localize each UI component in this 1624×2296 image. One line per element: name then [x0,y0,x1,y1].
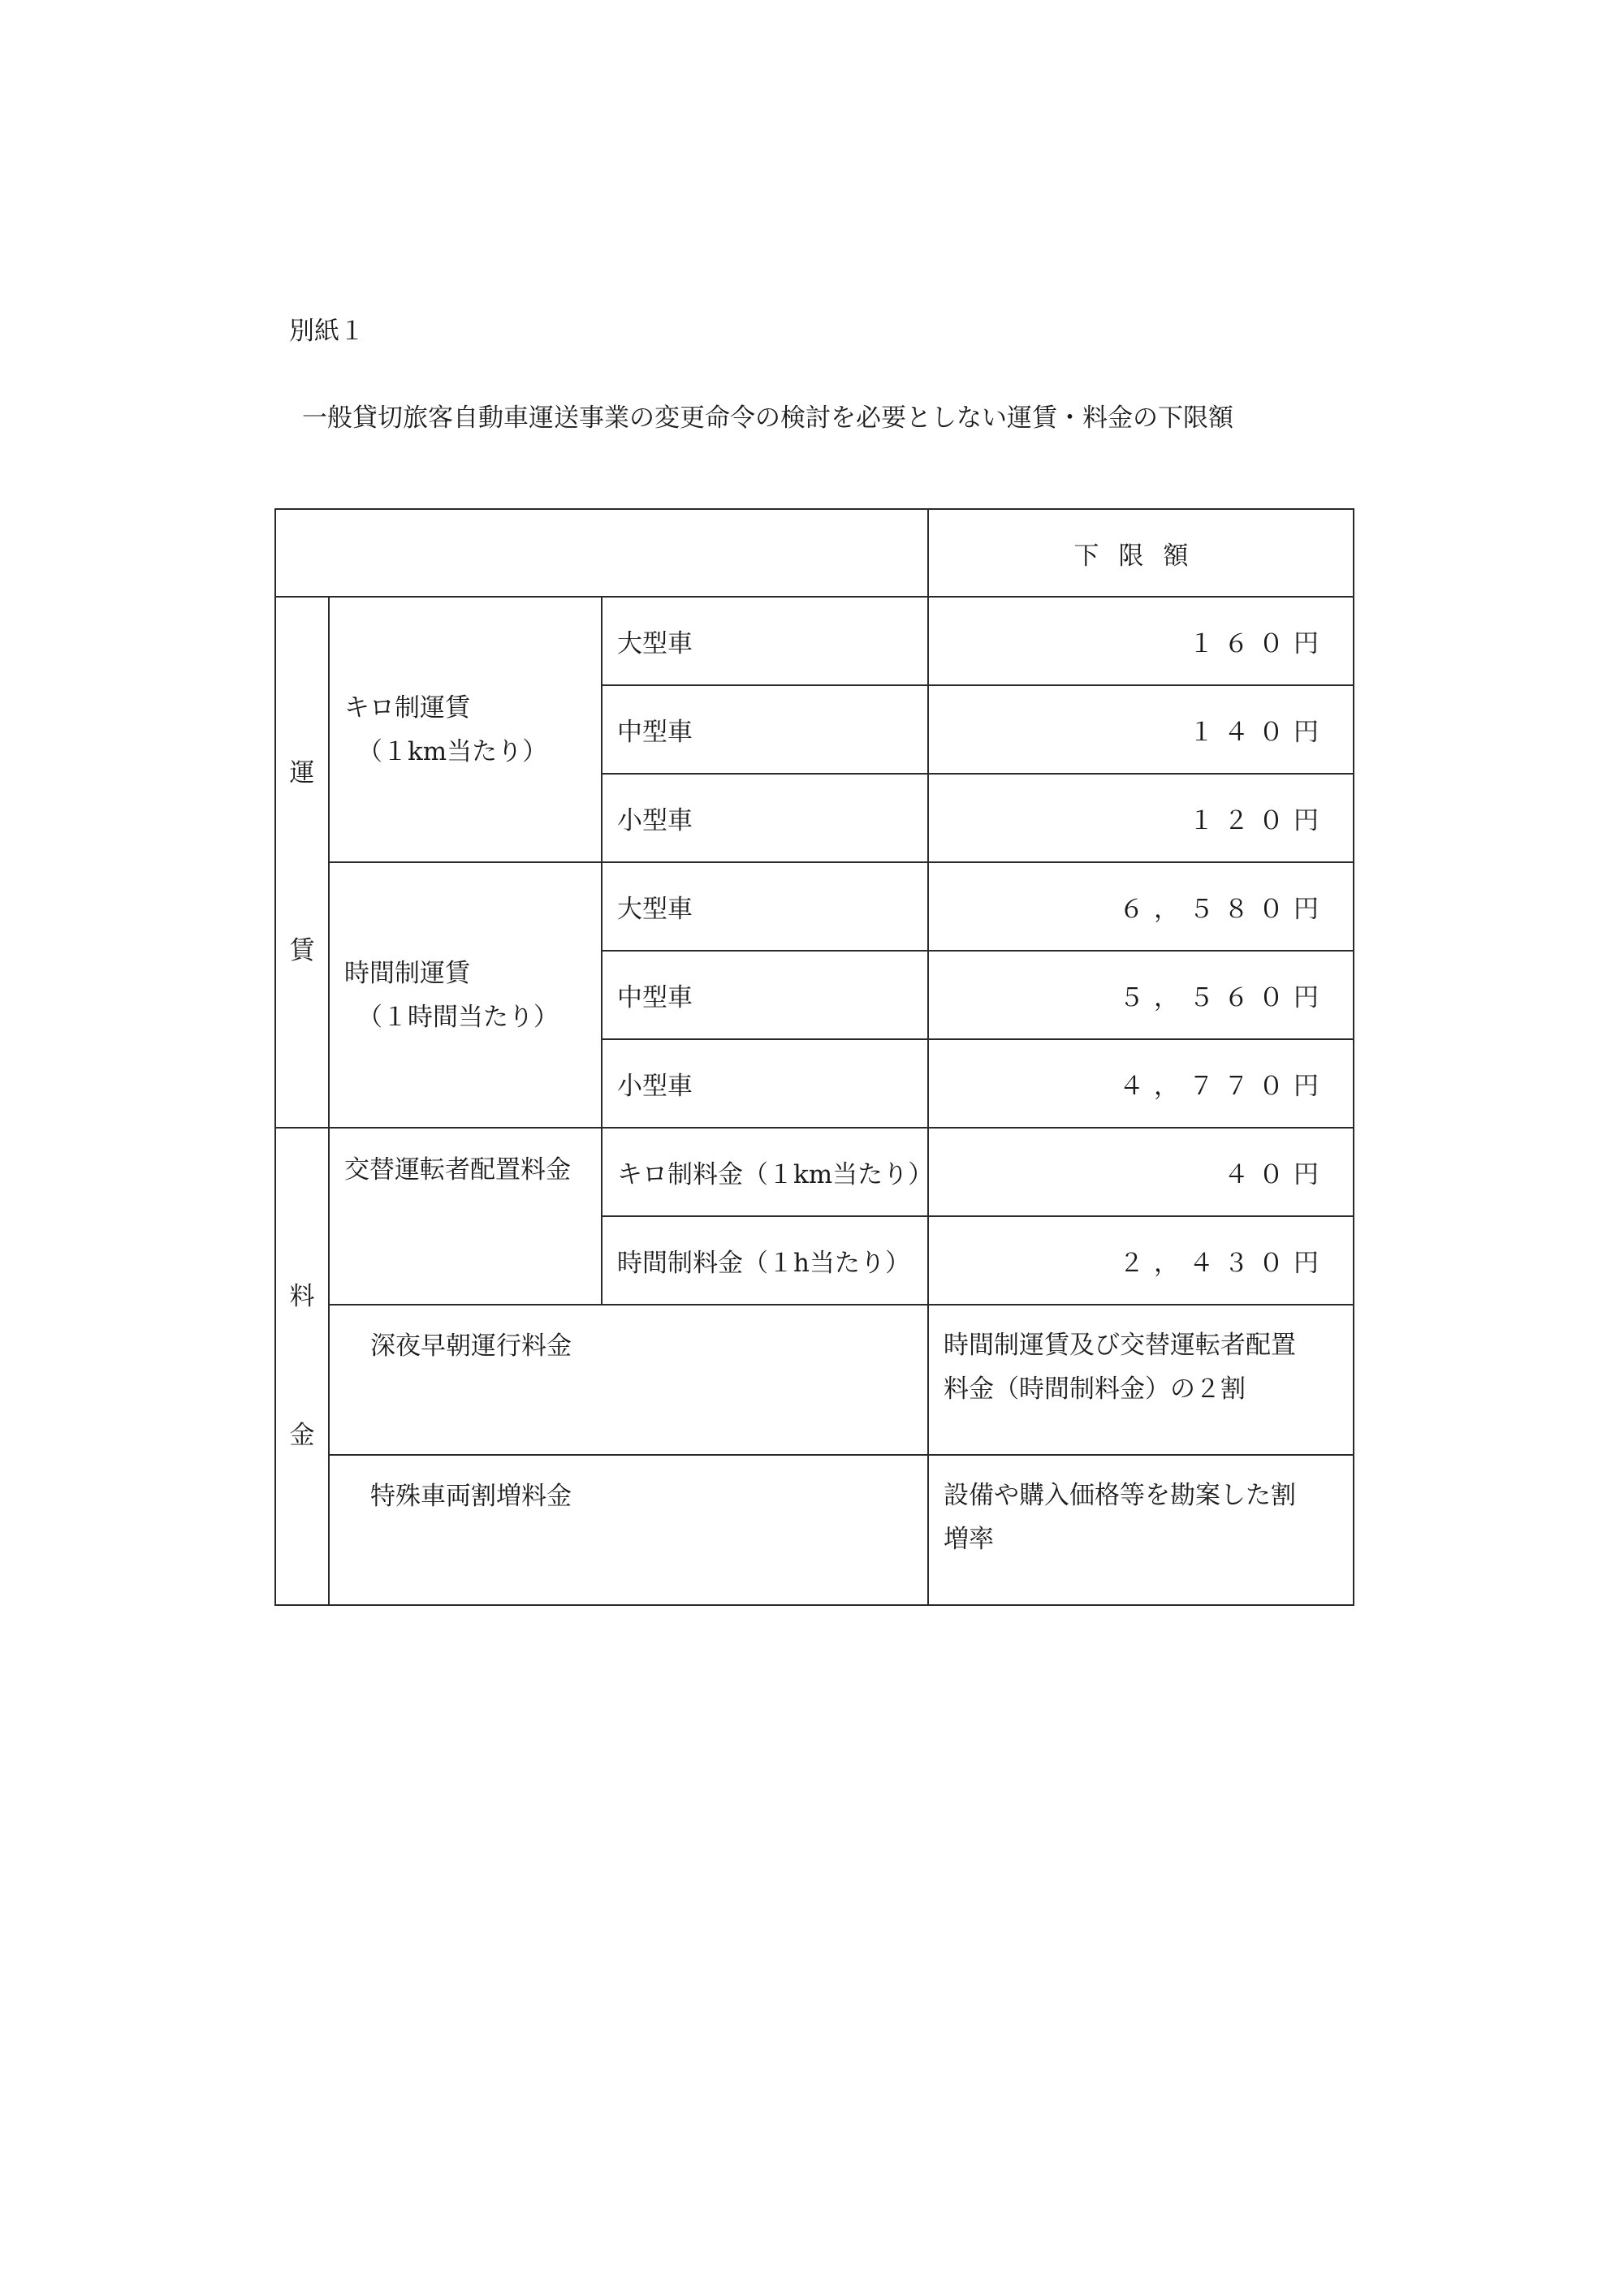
amount: ６，５８０円 [928,862,1354,951]
late-night-label: 深夜早朝運行料金 [329,1305,928,1455]
special-vehicle-label: 特殊車両割増料金 [329,1455,928,1605]
amount: ４０円 [928,1128,1354,1216]
relief-hour-label: 時間制料金（１h当たり） [602,1216,928,1305]
amount: １４０円 [928,685,1354,774]
header-blank-cell [275,509,928,597]
table-row [275,1455,1354,1605]
amount: ４，７７０円 [928,1039,1354,1128]
fare-category-char: 賃 [289,936,315,965]
vehicle-type: 中型車 [602,951,928,1039]
amount: ５，５６０円 [928,951,1354,1039]
relief-km-label: キロ制料金（１km当たり） [602,1128,928,1216]
table-row [275,597,1354,685]
fee-category-char: 金 [289,1421,315,1450]
amount: １６０円 [928,597,1354,685]
vehicle-type: 中型車 [602,685,928,774]
fare-category-char: 運 [289,758,315,788]
special-vehicle-note: 設備や購入価格等を勘案した割 増率 [928,1455,1354,1605]
table-row [275,1128,1354,1216]
relief-driver-label: 交替運転者配置料金 [329,1128,602,1305]
table-header-row [275,509,1354,597]
document-title: 一般貸切旅客自動車運送事業の変更命令の検討を必要としない運賃・料金の下限額 [302,404,1233,433]
vehicle-type: 大型車 [602,597,928,685]
hour-fare-label: 時間制運賃 （１時間当たり） [329,862,602,1128]
fee-category-char: 料 [289,1282,315,1311]
vehicle-type: 大型車 [602,862,928,951]
fee-category-cell [275,1128,329,1605]
vehicle-type: 小型車 [602,774,928,862]
header-minimum-amount: 下限額 [928,509,1354,597]
late-night-note: 時間制運賃及び交替運転者配置 料金（時間制料金）の２割 [928,1305,1354,1455]
fare-category-cell [275,597,329,1128]
vehicle-type: 小型車 [602,1039,928,1128]
km-fare-label: キロ制運賃 （１km当たり） [329,597,602,862]
table-row [275,862,1354,951]
amount: １２０円 [928,774,1354,862]
amount: ２，４３０円 [928,1216,1354,1305]
minimum-fare-table [274,508,1354,1606]
appendix-label: 別紙１ [289,317,365,346]
table-row [275,1305,1354,1455]
